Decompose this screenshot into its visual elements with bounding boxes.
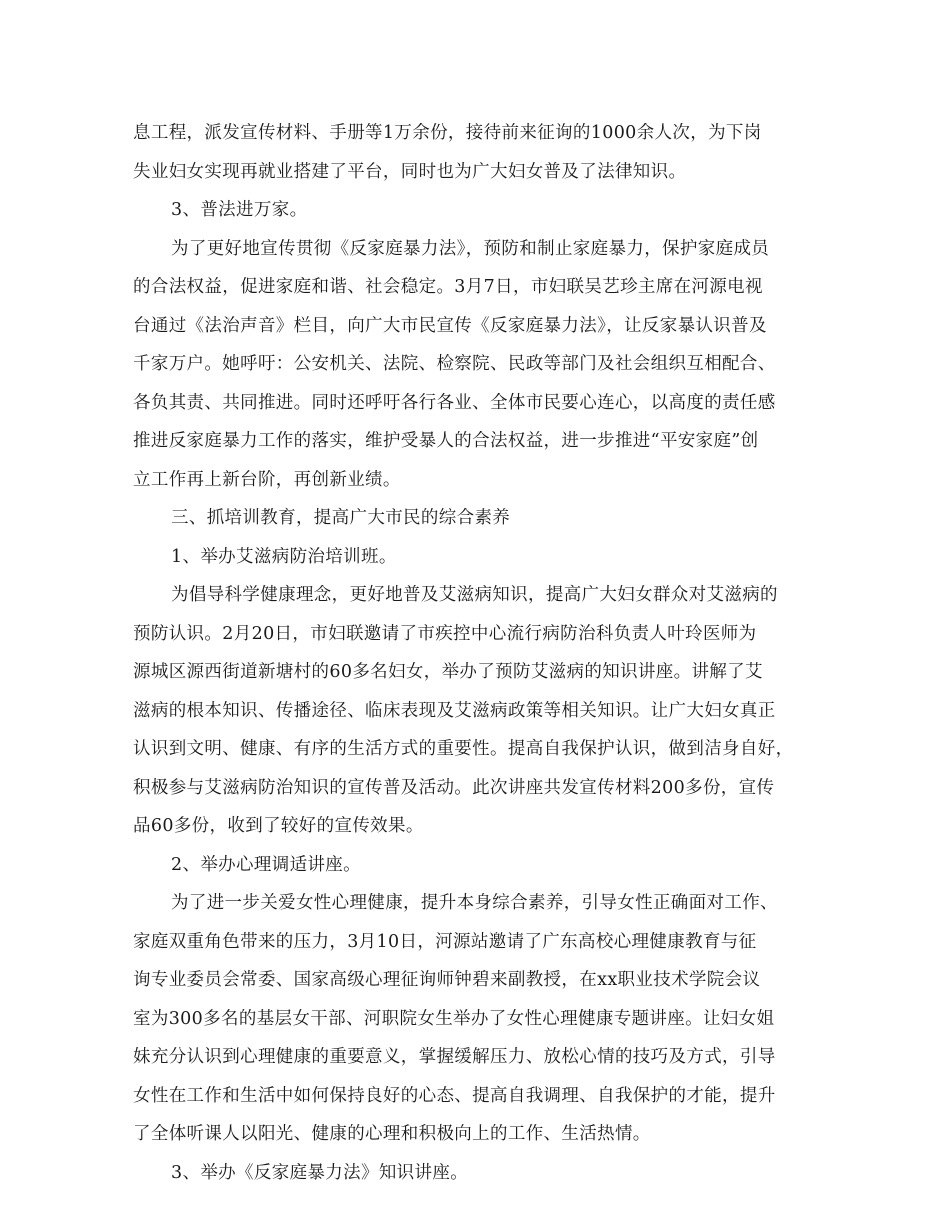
text-line: 为了进一步关爱女性心理健康，提升本身综合素养，引导女性正确面对工作、 [171, 893, 778, 913]
text-line: 台通过《法治声音》栏目，向广大市民宣传《反家庭暴力法》，让反家暴认识普及 [133, 315, 767, 336]
text-line: 三、抓培训教育，提高广大市民的综合素养 [171, 508, 511, 528]
text-line: 推进反家庭暴力工作的落实，维护受暴人的合法权益，进一步推进“平安家庭”创 [133, 431, 759, 451]
text-line: 妹充分认识到心理健康的重要意义，掌握缓解压力、放松心情的技巧及方式，引导 [133, 1047, 776, 1067]
text-line: 息工程，派发宣传材料、手册等1万余份，接待前来征询的1000余人次，为下岗 [133, 123, 762, 143]
text-line: 千家万户。她呼吁：公安机关、法院、检察院、民政等部门及社会组织互相配合、 [133, 354, 776, 374]
text-line: 预防认识。2月20日，市妇联邀请了市疾控中心流行病防治科负责人叶玲医师为 [133, 623, 757, 644]
text-line: 品60多份，收到了较好的宣传效果。 [133, 816, 424, 836]
text-line: 1、举办艾滋病防治培训班。 [171, 546, 397, 567]
text-line: 各负其责、共同推进。同时还呼吁各行各业、全体市民要心连心，以高度的责任感 [133, 392, 776, 413]
text-line: 立工作再上新台阶，再创新业绩。 [133, 469, 401, 490]
document-body [133, 114, 823, 1192]
text-line: 认识到文明、健康、有序的生活方式的重要性。提高自我保护认识，做到洁身自好， [133, 739, 794, 759]
text-line: 失业妇女实现再就业搭建了平台，同时也为广大妇女普及了法律知识。 [133, 161, 687, 182]
text-line: 为了更好地宣传贯彻《反家庭暴力法》，预防和制止家庭暴力，保护家庭成员 [171, 238, 770, 259]
text-line: 的合法权益，促进家庭和谐、社会稳定。3月7日，市妇联吴艺珍主席在河源电视 [133, 277, 763, 297]
text-line: 2、举办心理调适讲座。 [171, 854, 361, 875]
text-line: 3、普法进万家。 [171, 200, 308, 220]
text-line: 室为300多名的基层女干部、河职院女生举办了女性心理健康专题讲座。让妇女姐 [133, 1008, 775, 1029]
text-line: 了全体听课人以阳光、健康的心理和积极向上的工作、生活热情。 [133, 1124, 651, 1144]
text-line: 女性在工作和生活中如何保持良好的心态、提高自我调理、自我保护的才能，提升 [133, 1085, 776, 1106]
text-line: 家庭双重角色带来的压力，3月10日，河源站邀请了广东高校心理健康教育与征 [133, 931, 757, 952]
text-line: 源城区源西街道新塘村的60多名妇女，举办了预防艾滋病的知识讲座。讲解了艾 [133, 662, 763, 682]
text-line: 滋病的根本知识、传播途径、临床表现及艾滋病政策等相关知识。让广大妇女真正 [133, 700, 776, 721]
text-line: 询专业委员会常委、国家高级心理征询师钟碧来副教授，在xx职业技术学院会议 [133, 970, 761, 990]
text-line: 为倡导科学健康理念，更好地普及艾滋病知识，提高广大妇女群众对艾滋病的 [171, 585, 778, 605]
text-line: 积极参与艾滋病防治知识的宣传普及活动。此次讲座共发宣传材料200多份，宣传 [133, 777, 775, 798]
text-line: 3、举办《反家庭暴力法》知识讲座。 [171, 1162, 469, 1183]
